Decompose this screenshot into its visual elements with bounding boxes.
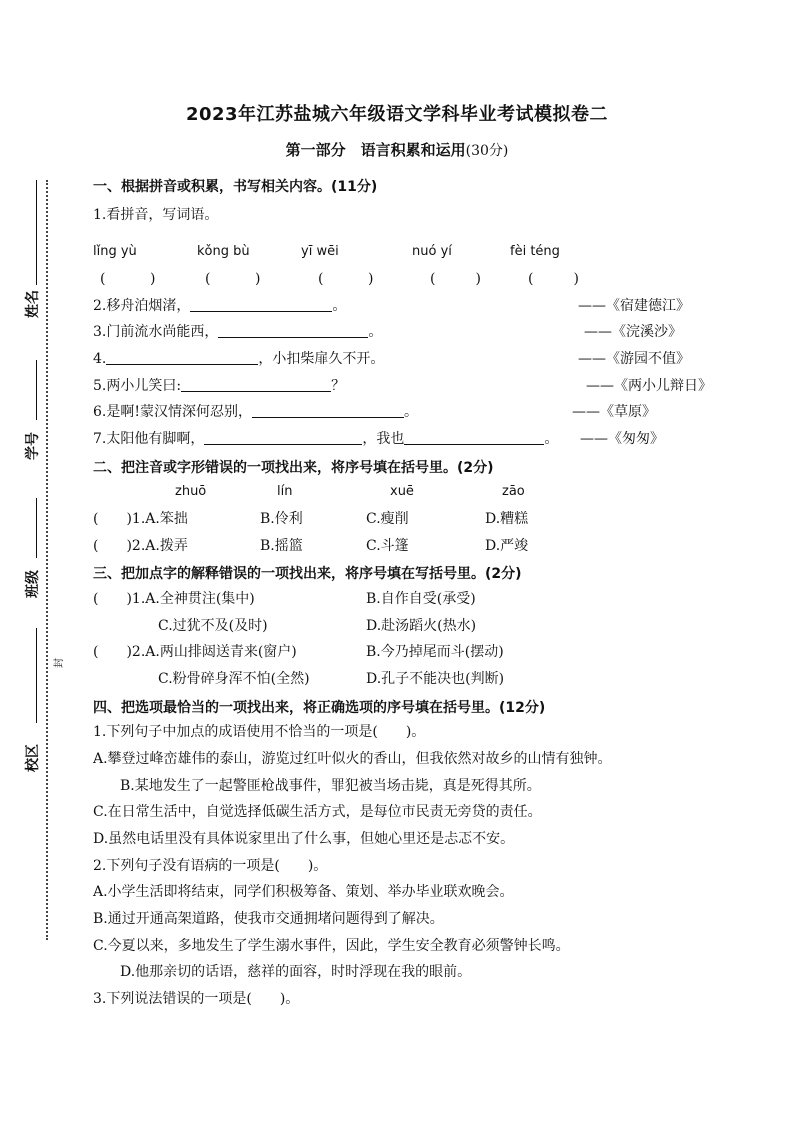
q4-end: ，小扣柴扉久不开。 <box>258 351 385 367</box>
q4-text: 4. <box>93 351 107 367</box>
q3-text: 3.门前流水尚能西， <box>93 324 219 340</box>
id-label: 学号 <box>25 432 41 460</box>
q3-source: ——《浣溪沙》 <box>584 324 682 340</box>
page-title: 2023年江苏盐城六年级语文学科毕业考试模拟卷二 <box>185 104 609 125</box>
s2-r2-a[interactable]: ( )2.A.拨弄 <box>93 538 188 554</box>
q5-text: 5.两小儿笑曰: <box>93 378 182 394</box>
id-field-line <box>36 360 37 420</box>
section-2-heading: 二、把注音或字形错误的一项找出来，将序号填在括号里。(2分) <box>93 460 494 476</box>
q7-end: 。 <box>544 431 559 447</box>
q5-end: ？ <box>331 378 346 394</box>
s3-r1-a[interactable]: ( )1.A.全神贯注(集中) <box>93 591 255 607</box>
answer-paren-1[interactable]: ( ) <box>100 271 156 287</box>
s1-q4 <box>93 350 384 368</box>
section-4-heading: 四、把选项最恰当的一项找出来，将正确选项的序号填在括号里。(12分) <box>93 700 546 716</box>
s1-pinyin-5: fèi téng <box>510 244 560 259</box>
s4-q1-c: C.在日常生活中，自觉选择低碳生活方式，是每位市民责无旁贷的责任。 <box>93 804 542 820</box>
s3-r2-d: D.孔子不能决也(判断) <box>366 671 505 687</box>
s4-q2: 2.下列句子没有语病的一项是( )。 <box>93 858 328 874</box>
school-field-line <box>36 628 37 723</box>
section-3-heading: 三、把加点字的解释错误的一项找出来，将序号填在写括号里。(2分) <box>93 566 522 582</box>
q3-blank[interactable] <box>218 323 368 338</box>
q6-text: 6.是啊!蒙汉情深何忍别， <box>93 404 252 420</box>
school-label: 校区 <box>25 744 41 772</box>
class-label: 班级 <box>25 570 41 598</box>
answer-paren-3[interactable]: ( ) <box>318 271 374 287</box>
q7-blank-2[interactable] <box>404 430 544 445</box>
q2-end: 。 <box>332 298 347 314</box>
s4-q2-c: C.今夏以来，多地发生了学生溺水事件，因此，学生安全教育必须警钟长鸣。 <box>93 938 570 954</box>
q6-source: ——《草原》 <box>572 404 656 420</box>
s3-r1-d: D.赴汤蹈火(热水) <box>366 618 477 634</box>
s3-r2-a[interactable]: ( )2.A.两山排闼送青来(窗户) <box>93 644 297 660</box>
q7-blank-1[interactable] <box>204 430 362 445</box>
s1-q7 <box>93 430 558 448</box>
s4-q1-d: D.虽然电话里没有具体说家里出了什么事，但她心里还是忐忑不安。 <box>93 831 515 847</box>
s1-q5 <box>93 377 345 395</box>
s2-pinyin-4: zāo <box>502 484 525 499</box>
s1-pinyin-2: kǒng bù <box>197 244 250 259</box>
q4-source: ——《游园不值》 <box>578 351 690 367</box>
s2-r2-c: C.斗篷 <box>366 538 409 554</box>
s1-pinyin-1: lǐng yù <box>93 244 137 259</box>
answer-paren-4[interactable]: ( ) <box>430 271 481 287</box>
answer-paren-2[interactable]: ( ) <box>205 271 261 287</box>
s2-r1-a[interactable]: ( )1.A.笨拙 <box>93 511 188 527</box>
part-score: (30分) <box>465 143 509 159</box>
s4-q1-b: B.某地发生了一起警匪枪战事件，罪犯被当场击毙，真是死得其所。 <box>120 778 541 794</box>
binding-dotted-line <box>46 180 48 940</box>
s1-q6 <box>93 403 418 421</box>
q3-end: 。 <box>368 324 383 340</box>
s4-q2-b: B.通过开通高架道路，使我市交通拥堵问题得到了解决。 <box>93 911 444 927</box>
q7-mid: ，我也 <box>362 431 405 447</box>
s4-q2-a: A.小学生活即将结束，同学们积极筹备、策划、举办毕业联欢晚会。 <box>93 884 514 900</box>
s2-r2-b: B.摇篮 <box>260 538 303 554</box>
s3-r1-c: C.过犹不及(及时) <box>158 618 268 634</box>
s1-pinyin-4: nuó yí <box>412 244 452 259</box>
s2-pinyin-2: lín <box>277 484 293 499</box>
s4-q2-d: D.他那亲切的话语，慈祥的面容，时时浮现在我的眼前。 <box>120 964 472 980</box>
s4-q1: 1.下列句子中加点的成语使用不恰当的一项是( )。 <box>93 724 426 740</box>
s2-r1-b: B.伶利 <box>260 511 303 527</box>
seal-mark: 封 <box>54 658 65 668</box>
q2-blank[interactable] <box>190 297 332 312</box>
s2-r1-d: D.糟糕 <box>485 511 529 527</box>
part-heading <box>0 139 794 160</box>
answer-paren-5[interactable]: ( ) <box>528 271 579 287</box>
s2-r1-c: C.瘦削 <box>366 511 409 527</box>
q7-source: ——《匆匆》 <box>580 431 664 447</box>
s1-q2 <box>93 297 346 315</box>
s3-r2-b: B.今乃掉尾而斗(摆动) <box>366 644 504 660</box>
name-label: 姓名 <box>25 290 41 318</box>
part-title: 第一部分 语言积累和运用 <box>285 141 466 159</box>
q2-source: ——《宿建德江》 <box>578 298 690 314</box>
q2-text: 2.移舟泊烟渚， <box>93 298 191 314</box>
s4-q1-a: A.攀登过峰峦雄伟的泰山，游览过红叶似火的香山，但我依然对故乡的山情有独钟。 <box>93 751 612 767</box>
s3-r2-c: C.粉骨碎身浑不怕(全然) <box>158 671 310 687</box>
s1-q1: 1.看拼音，写词语。 <box>93 207 219 223</box>
s2-pinyin-1: zhuō <box>175 484 207 499</box>
s3-r1-b: B.自作自受(承受) <box>366 591 476 607</box>
name-field-line <box>36 180 37 285</box>
s4-q3: 3.下列说法错误的一项是( )。 <box>93 991 300 1007</box>
q6-blank[interactable] <box>252 403 404 418</box>
section-1-heading: 一、根据拼音或积累，书写相关内容。(11分) <box>93 179 378 195</box>
q6-end: 。 <box>403 404 418 420</box>
s2-r2-d: D.严竣 <box>485 538 529 554</box>
q4-blank[interactable] <box>106 350 258 365</box>
q7-text: 7.太阳他有脚啊， <box>93 431 205 447</box>
s1-q3 <box>93 323 382 341</box>
q5-blank[interactable] <box>181 377 331 392</box>
class-field-line <box>36 498 37 558</box>
q5-source: ——《两小儿辩日》 <box>586 378 712 394</box>
s1-pinyin-3: yī wēi <box>301 244 339 259</box>
s2-pinyin-3: xuē <box>390 484 414 499</box>
